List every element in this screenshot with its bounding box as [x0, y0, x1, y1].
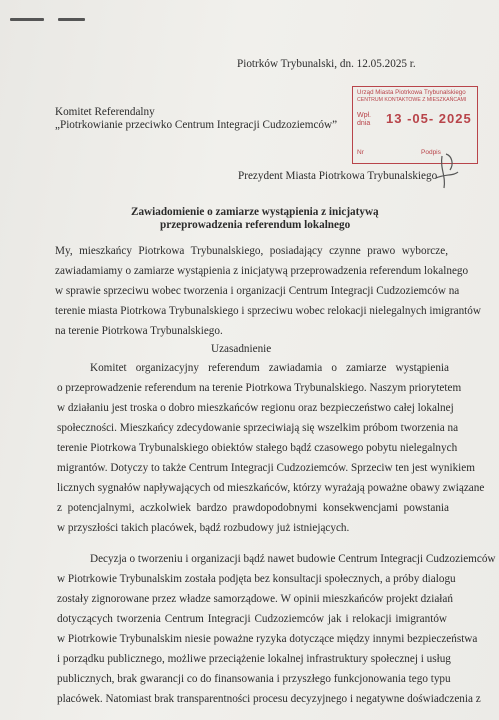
- para1-line: zawiadamiamy o zamiarze wystąpienia z inicjatywą przeprowadzenia referendum lokalnego: [55, 265, 469, 277]
- handwritten-signature: [428, 134, 468, 194]
- place-date: Piotrków Trybunalski, dn. 12.05.2025 r.: [237, 58, 416, 70]
- para2-line: Komitet organizacyjny referendum zawiadamia o zamiarze wystąpienia: [90, 362, 449, 374]
- para2-line: migrantów. Dotyczy to także Centrum Integracji Cudzoziemców. Sprzeciw ten jest wynikiem: [57, 462, 475, 474]
- stamp-line-1: Urząd Miasta Piotrkowa Trybunalskiego: [357, 89, 466, 96]
- para1-line: terenie miasta Piotrkowa Trybunalskiego i sprzeciwu wobec relokacji nielegalnych imigrantów: [55, 305, 481, 317]
- sender-line-1: Komitet Referendalny: [55, 106, 155, 118]
- para3-line: w Piotrkowie Trybunalskim została podjęta bez konsultacji społecznych, a próby dialogu: [57, 573, 456, 585]
- stamp-signature-label: Podpis: [421, 149, 441, 156]
- stamp-date: 13 -05- 2025: [386, 111, 472, 126]
- para3-line: i porządku publicznego, możliwe przeciążenie lokalnej infrastruktury społecznej i usług: [57, 653, 451, 665]
- para3-line: zostały zignorowane przez władze samorządowe. W opinii mieszkańców projekt działań: [57, 593, 453, 605]
- top-dash-left: [10, 18, 44, 21]
- para2-line: w przyszłości takich placówek, bądź rozbudowy już istniejących.: [57, 522, 350, 534]
- para2-line: licznych sygnałów napływających od mieszkańców, którzy wyrażają poważne obawy związane: [57, 482, 485, 494]
- para2-line: o przeprowadzenie referendum na terenie Piotrkowa Trybunalskiego. Naszym priorytetem: [57, 382, 462, 394]
- para2-line: w działaniu jest troska o dobro mieszkańców regionu oraz bezpieczeństwo całej lokalnej: [57, 402, 454, 414]
- para3-line: placówek. Natomiast brak transparentności procesu decyzyjnego i negatywne doświadczenia z: [57, 693, 481, 705]
- para3-line: publicznych, brak gwarancji co do finansowania i przyszłego funkcjonowania tego typu: [57, 673, 451, 685]
- stamp-received-label: Wpł. dnia: [357, 112, 371, 127]
- para1-line: w sprawie sprzeciwu wobec tworzenia i organizacji Centrum Integracji Cudzoziemców na: [55, 285, 460, 297]
- para3-line: Decyzja o tworzeniu i organizacji bądź nawet budowie Centrum Integracji Cudzoziemców: [90, 553, 496, 565]
- para1-line: My, mieszkańcy Piotrkowa Trybunalskiego, posiadający czynne prawo wyborcze,: [55, 245, 448, 257]
- para2-line: terenie Piotrkowa Trybunalskiego obiektów stałego bądź czasowego pobytu nielegalnych: [57, 442, 458, 454]
- sender-line-2: „Piotrkowianie przeciwko Centrum Integracji Cudzoziemców”: [55, 119, 338, 131]
- para3-line: dotyczących tworzenia Centrum Integracji Cudzoziemców jak i relokacji imigrantów: [57, 613, 447, 625]
- para2-line: społeczności. Mieszkańcy zdecydowanie sprzeciwiają się wszelkim próbom tworzenia na: [57, 422, 459, 434]
- para1-line: na terenie Piotrkowa Trybunalskiego.: [55, 325, 223, 337]
- stamp-line-2: CENTRUM KONTAKTOWE Z MIESZKAŃCAMI: [357, 97, 467, 103]
- title-line-1: Zawiadomienie o zamiarze wystąpienia z inicjatywą: [131, 206, 379, 218]
- top-dash-right: [58, 18, 85, 21]
- recipient: Prezydent Miasta Piotrkowa Trybunalskiego: [238, 170, 438, 182]
- stamp-nr-label: Nr: [357, 149, 364, 156]
- para2-line: z potencjalnymi, aczkolwiek bardzo prawdopodobnymi konsekwencjami powstania: [57, 502, 449, 514]
- para3-line: w Piotrkowie Trybunalskim niesie poważne ryzyka dotyczące między innymi bezpieczeństwa: [57, 633, 478, 645]
- title-line-2: przeprowadzenia referendum lokalnego: [160, 219, 351, 231]
- justification-heading: Uzasadnienie: [211, 343, 272, 355]
